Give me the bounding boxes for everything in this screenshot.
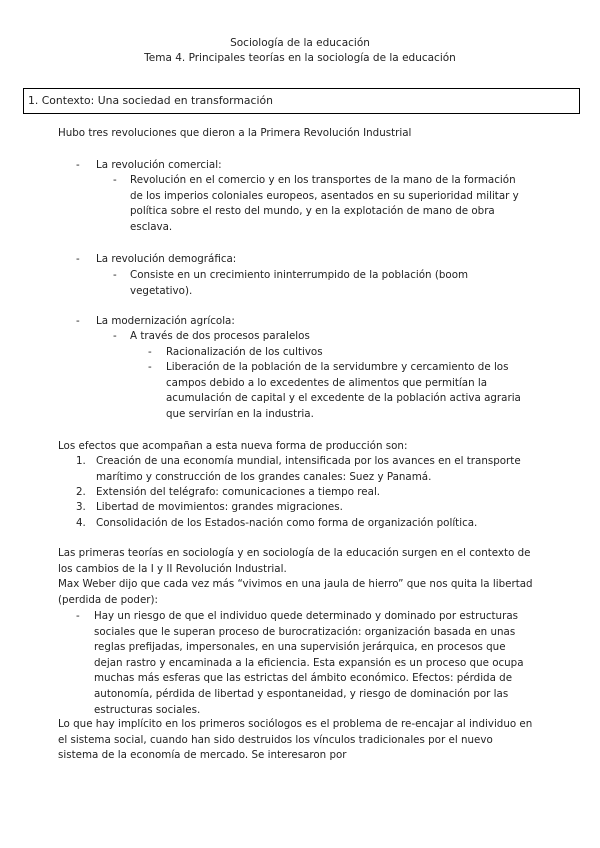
paragraph: Las primeras teorías en sociología y en sociología de la educación surgen en el contexto de los cambios de la I y II Revolución Industrial. [58,547,531,575]
dash-bullet: - [76,610,80,622]
document-subtitle: Tema 4. Principales teorías en la sociología de la educación [144,52,456,64]
subitem: Racionalización de los cultivos [166,346,323,358]
dash-bullet: - [113,174,117,186]
dash-bullet: - [76,253,80,265]
subitem: Liberación de la población de la servidumbre y cercamiento de los campos debido a lo excedentes de alimentos que permitían la acumulación de capital y el excedente de la población activa agraria que servirían en la industria. [166,361,521,420]
dash-bullet: - [76,159,80,171]
paragraph: Lo que hay implícito en los primeros sociólogos es el problema de re-encajar al individuo en el sistema social, cuando han sido destruidos los vínculos tradicionales por el nuevo sistema de la economía de mercado. Se interesaron por [58,718,533,762]
dash-bullet: - [76,315,80,327]
dash-bullet: - [113,330,117,342]
list-number: 4. [76,517,86,529]
weber-bullet: Hay un riesgo de que el individuo quede determinado y dominado por estructuras sociales que le superan proceso de burocratización: organización basada en unas reglas prefijadas, impersonales, en una supervisión jerárquica, en procesos que dejan rastro y encaminada a la eficiencia. Esta expansión es un proceso que ocupa muchas más esferas que las estrictas del ámbito económico. Efectos: pérdida de autonomía, pérdida de libertad y espontaneidad, y riesgo de dominación por las estructuras sociales. [94,610,524,716]
revolution-detail: A través de dos procesos paralelos [130,330,310,342]
revolution-detail: Revolución en el comercio y en los transportes de la mano de la formación de los imperios coloniales europeos, asentados en su superioridad militar y política sobre el resto del mundo, y en la explotación de mano de obra esclava. [130,174,519,233]
effect-item: Consolidación de los Estados-nación como forma de organización política. [96,517,478,529]
dash-bullet: - [148,346,152,358]
revolution-detail: Consiste en un crecimiento ininterrumpido de la población (boom vegetativo). [130,269,469,297]
document-header [0,36,600,66]
document-title: Sociología de la educación [230,37,370,49]
intro-text: Hubo tres revoluciones que dieron a la Primera Revolución Industrial [58,127,412,139]
revolution-title: La revolución demográfica: [96,253,237,265]
dash-bullet: - [113,269,117,281]
effect-item: Creación de una economía mundial, intensificada por los avances en el transporte marítimo y construcción de los grandes canales: Suez y Panamá. [96,455,521,483]
dash-bullet: - [148,361,152,373]
paragraph: Max Weber dijo que cada vez más “vivimos en una jaula de hierro” que nos quita la libertad (perdida de poder): [58,578,533,606]
revolution-title: La modernización agrícola: [96,315,235,327]
section-heading-box [23,88,580,114]
list-number: 3. [76,501,86,513]
list-number: 2. [76,486,86,498]
effects-intro: Los efectos que acompañan a esta nueva forma de producción son: [58,440,408,452]
list-number: 1. [76,455,86,467]
revolution-title: La revolución comercial: [96,159,222,171]
section-title: 1. Contexto: Una sociedad en transformación [28,94,273,107]
effect-item: Extensión del telégrafo: comunicaciones a tiempo real. [96,486,381,498]
effect-item: Libertad de movimientos: grandes migraciones. [96,501,343,513]
